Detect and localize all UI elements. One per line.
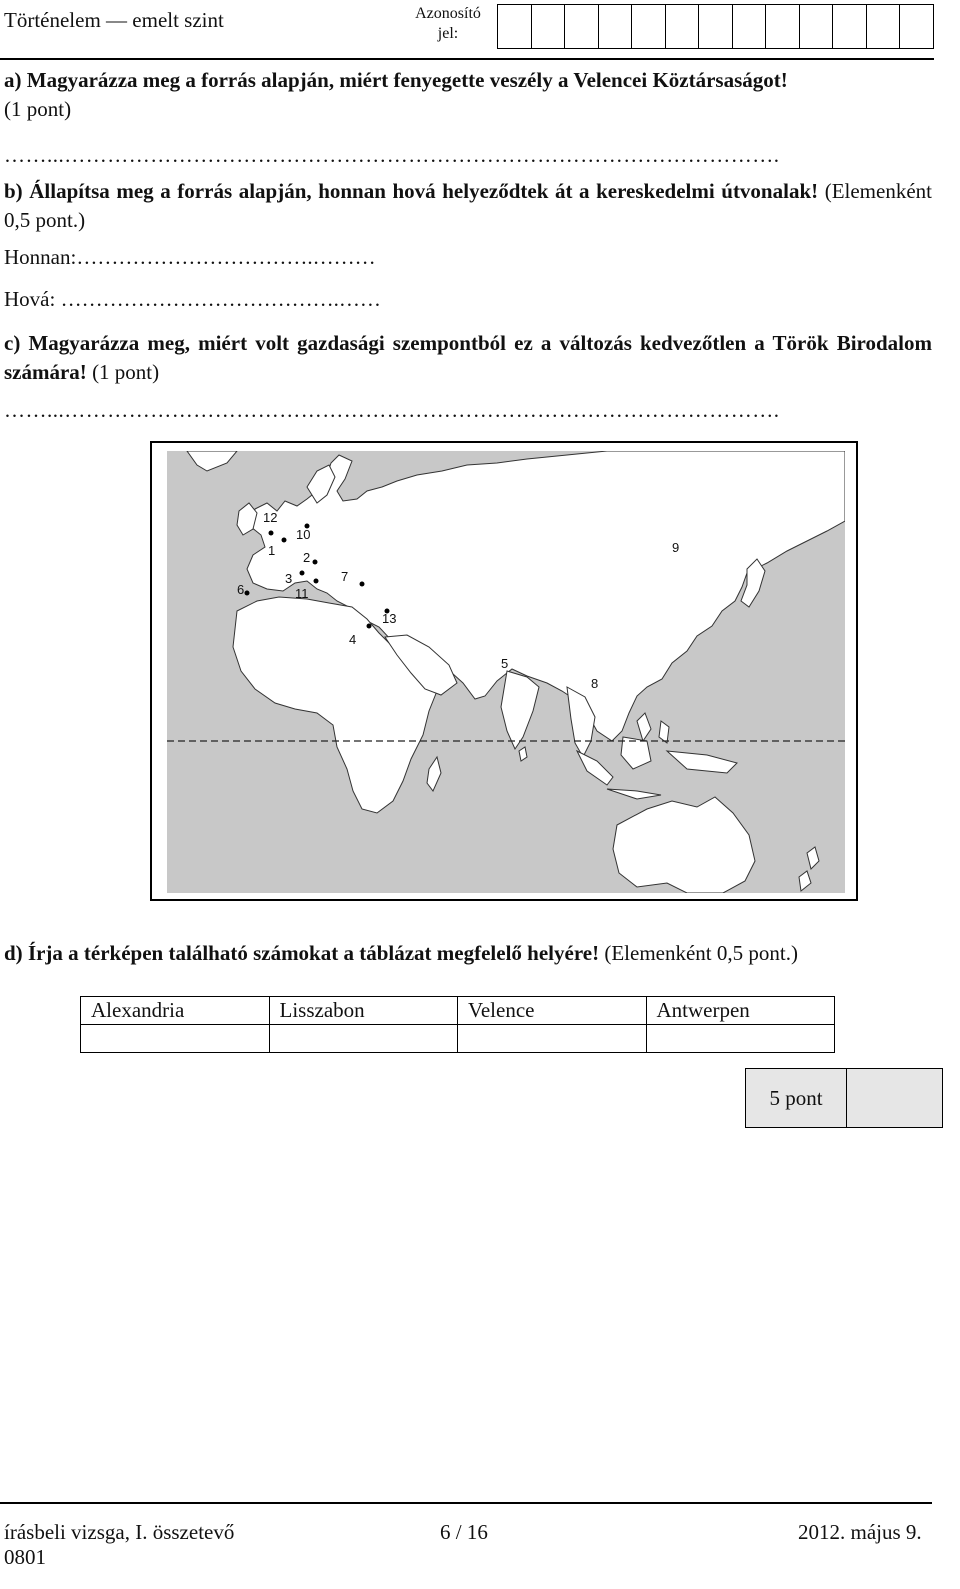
id-cell[interactable] <box>800 5 834 48</box>
footer-page-number: 6 / 16 <box>440 1520 488 1544</box>
question-c-letter: c) <box>4 331 21 355</box>
question-c-points: (1 pont) <box>92 360 160 384</box>
header-rule <box>0 58 934 60</box>
map-label-7: 7 <box>341 569 349 584</box>
id-cell[interactable] <box>565 5 599 48</box>
question-b-letter: b) <box>4 179 23 203</box>
table-header-velence: Velence <box>458 997 647 1025</box>
id-cell[interactable] <box>532 5 566 48</box>
id-box[interactable] <box>497 4 934 49</box>
map-label-1: 1 <box>268 543 276 558</box>
answer-cell-velence[interactable] <box>458 1025 647 1053</box>
id-cell[interactable] <box>766 5 800 48</box>
map-label-13: 13 <box>382 611 397 626</box>
table-header-alexandria: Alexandria <box>81 997 270 1025</box>
footer-exam-code: 0801 <box>4 1545 46 1569</box>
question-c-text: Magyarázza meg, miért volt gazdasági szempontból ez a változás kedvezőtlen a Török Birodalom számára! <box>4 331 932 384</box>
question-d-points: (Elemenként 0,5 pont.) <box>604 941 798 965</box>
answer-cell-lisszabon[interactable] <box>269 1025 458 1053</box>
map-label-10: 10 <box>296 527 311 542</box>
map-label-2: 2 <box>303 550 311 565</box>
id-cell[interactable] <box>833 5 867 48</box>
map-label-6: 6 <box>237 582 245 597</box>
score-input[interactable] <box>847 1069 942 1127</box>
world-map <box>150 441 858 901</box>
question-a-text: Magyarázza meg a forrás alapján, miért fenyegette veszély a Velencei Köztársaságot! <box>26 68 788 92</box>
id-cell[interactable] <box>699 5 733 48</box>
question-a <box>4 66 932 124</box>
map-label-8: 8 <box>591 676 599 691</box>
table-header-antwerpen: Antwerpen <box>646 997 835 1025</box>
city-dot-4 <box>367 624 372 629</box>
answer-b-to[interactable]: Hová: ………………………………….…… <box>4 287 381 311</box>
answer-table <box>80 996 835 1053</box>
city-dot-11 <box>314 579 319 584</box>
map-label-4: 4 <box>349 632 357 647</box>
answer-b-from[interactable]: Honnan:…………………………….……… <box>4 245 376 269</box>
question-b-points: (Elemenként 0,5 pont.) <box>4 179 932 232</box>
map-label-5: 5 <box>501 656 509 671</box>
city-dot-7 <box>360 582 365 587</box>
city-dot-1 <box>282 538 287 543</box>
score-label: 5 pont <box>746 1069 847 1127</box>
map-label-9: 9 <box>672 540 680 555</box>
table-header-lisszabon: Lisszabon <box>269 997 458 1025</box>
question-c <box>4 329 932 387</box>
question-a-letter: a) <box>4 68 22 92</box>
id-cell[interactable] <box>900 5 933 48</box>
map-label-12: 12 <box>263 510 278 525</box>
city-dot-6 <box>245 591 250 596</box>
map-label-3: 3 <box>285 571 293 586</box>
question-d-text: Írja a térképen található számokat a táblázat megfelelő helyére! <box>27 941 600 965</box>
question-b-text: Állapítsa meg a forrás alapján, honnan hová helyeződtek át a kereskedelmi útvonalak! <box>29 179 819 203</box>
answer-table-input-row <box>81 1025 835 1053</box>
answer-cell-alexandria[interactable] <box>81 1025 270 1053</box>
map-label-11: 11 <box>295 586 309 601</box>
id-cell[interactable] <box>498 5 532 48</box>
header-subject: Történelem — emelt szint <box>4 8 224 32</box>
footer-exam-name: írásbeli vizsga, I. összetevő <box>4 1520 235 1544</box>
question-b <box>4 177 932 235</box>
answer-a-line[interactable]: ……...………………………………………………………………………………………. <box>4 143 780 167</box>
question-d <box>4 939 932 968</box>
id-cell[interactable] <box>632 5 666 48</box>
footer-date: 2012. május 9. <box>798 1520 922 1544</box>
id-cell[interactable] <box>733 5 767 48</box>
azonosito-label: Azonosító jel: <box>415 5 481 42</box>
question-d-letter: d) <box>4 941 23 965</box>
question-a-points: (1 pont) <box>4 97 72 121</box>
city-dot-12 <box>269 531 274 536</box>
city-dot-2 <box>313 560 318 565</box>
city-dot-3 <box>300 571 305 576</box>
id-cell[interactable] <box>599 5 633 48</box>
answer-c-line[interactable]: ……...………………………………………………………………………………………. <box>4 398 780 422</box>
answer-cell-antwerpen[interactable] <box>646 1025 835 1053</box>
id-cell[interactable] <box>666 5 700 48</box>
map-area <box>167 451 845 893</box>
id-cell[interactable] <box>867 5 901 48</box>
answer-table-header-row <box>81 997 835 1025</box>
footer-rule <box>0 1502 932 1504</box>
footer-exam <box>4 1520 234 1570</box>
score-box <box>745 1068 943 1128</box>
